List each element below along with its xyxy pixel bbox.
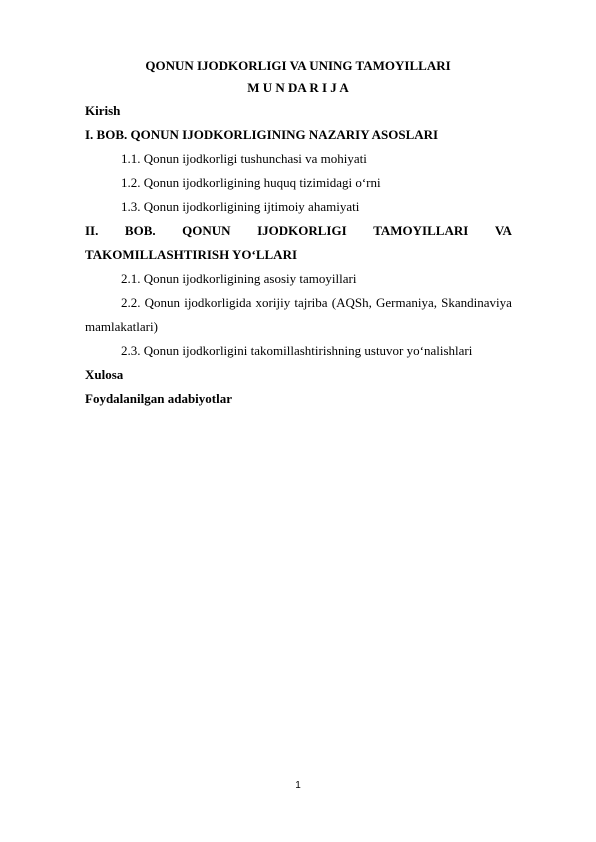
toc-chapter2-heading — [85, 223, 512, 239]
heading-word: TAMOYILLARI — [373, 223, 469, 238]
section-word: Skandinaviya — [441, 295, 512, 310]
toc-section-1-2: 1.2. Qonun ijodkorligining huquq tizimidagi o‘rni — [121, 175, 381, 190]
section-word: ijodkorligida — [184, 295, 252, 310]
toc-entry-conclusion: Xulosa — [85, 367, 124, 382]
toc-section-1-3: 1.3. Qonun ijodkorligining ijtimoiy ahamiyati — [121, 199, 360, 214]
heading-word: IJODKORLIGI — [257, 223, 347, 238]
heading-word: II. — [85, 223, 99, 238]
toc-section-2-2 — [121, 295, 512, 311]
section-word: (AQSh, — [331, 295, 372, 310]
toc-chapter2-heading-cont: TAKOMILLASHTIRISH YO‘LLARI — [85, 247, 298, 262]
document-title: QONUN IJODKORLIGI VA UNING TAMOYILLARI — [145, 58, 451, 73]
toc-section-2-2-cont: mamlakatlari) — [85, 319, 158, 334]
heading-word: VA — [494, 223, 512, 238]
toc-entry-references: Foydalanilgan adabiyotlar — [85, 391, 232, 406]
section-word: xorijiy — [255, 295, 291, 310]
page-number: 1 — [295, 780, 301, 791]
heading-word: QONUN — [182, 223, 231, 238]
toc-section-1-1: 1.1. Qonun ijodkorligi tushunchasi va mohiyati — [121, 151, 367, 166]
document-subtitle: M U N DA R I J A — [247, 80, 349, 95]
toc-entry-intro: Kirish — [85, 103, 121, 118]
toc-section-2-1: 2.1. Qonun ijodkorligining asosiy tamoyillari — [121, 271, 357, 286]
section-word: Qonun — [144, 295, 181, 310]
toc-chapter1-heading: I. BOB. QONUN IJODKORLIGINING NAZARIY ASOSLARI — [85, 127, 439, 142]
section-word: 2.2. — [121, 295, 141, 310]
section-word: tajriba — [294, 295, 328, 310]
section-word: Germaniya, — [375, 295, 437, 310]
toc-section-2-3: 2.3. Qonun ijodkorligini takomillashtirishning ustuvor yo‘nalishlari — [121, 343, 473, 358]
heading-word: BOB. — [124, 223, 156, 238]
